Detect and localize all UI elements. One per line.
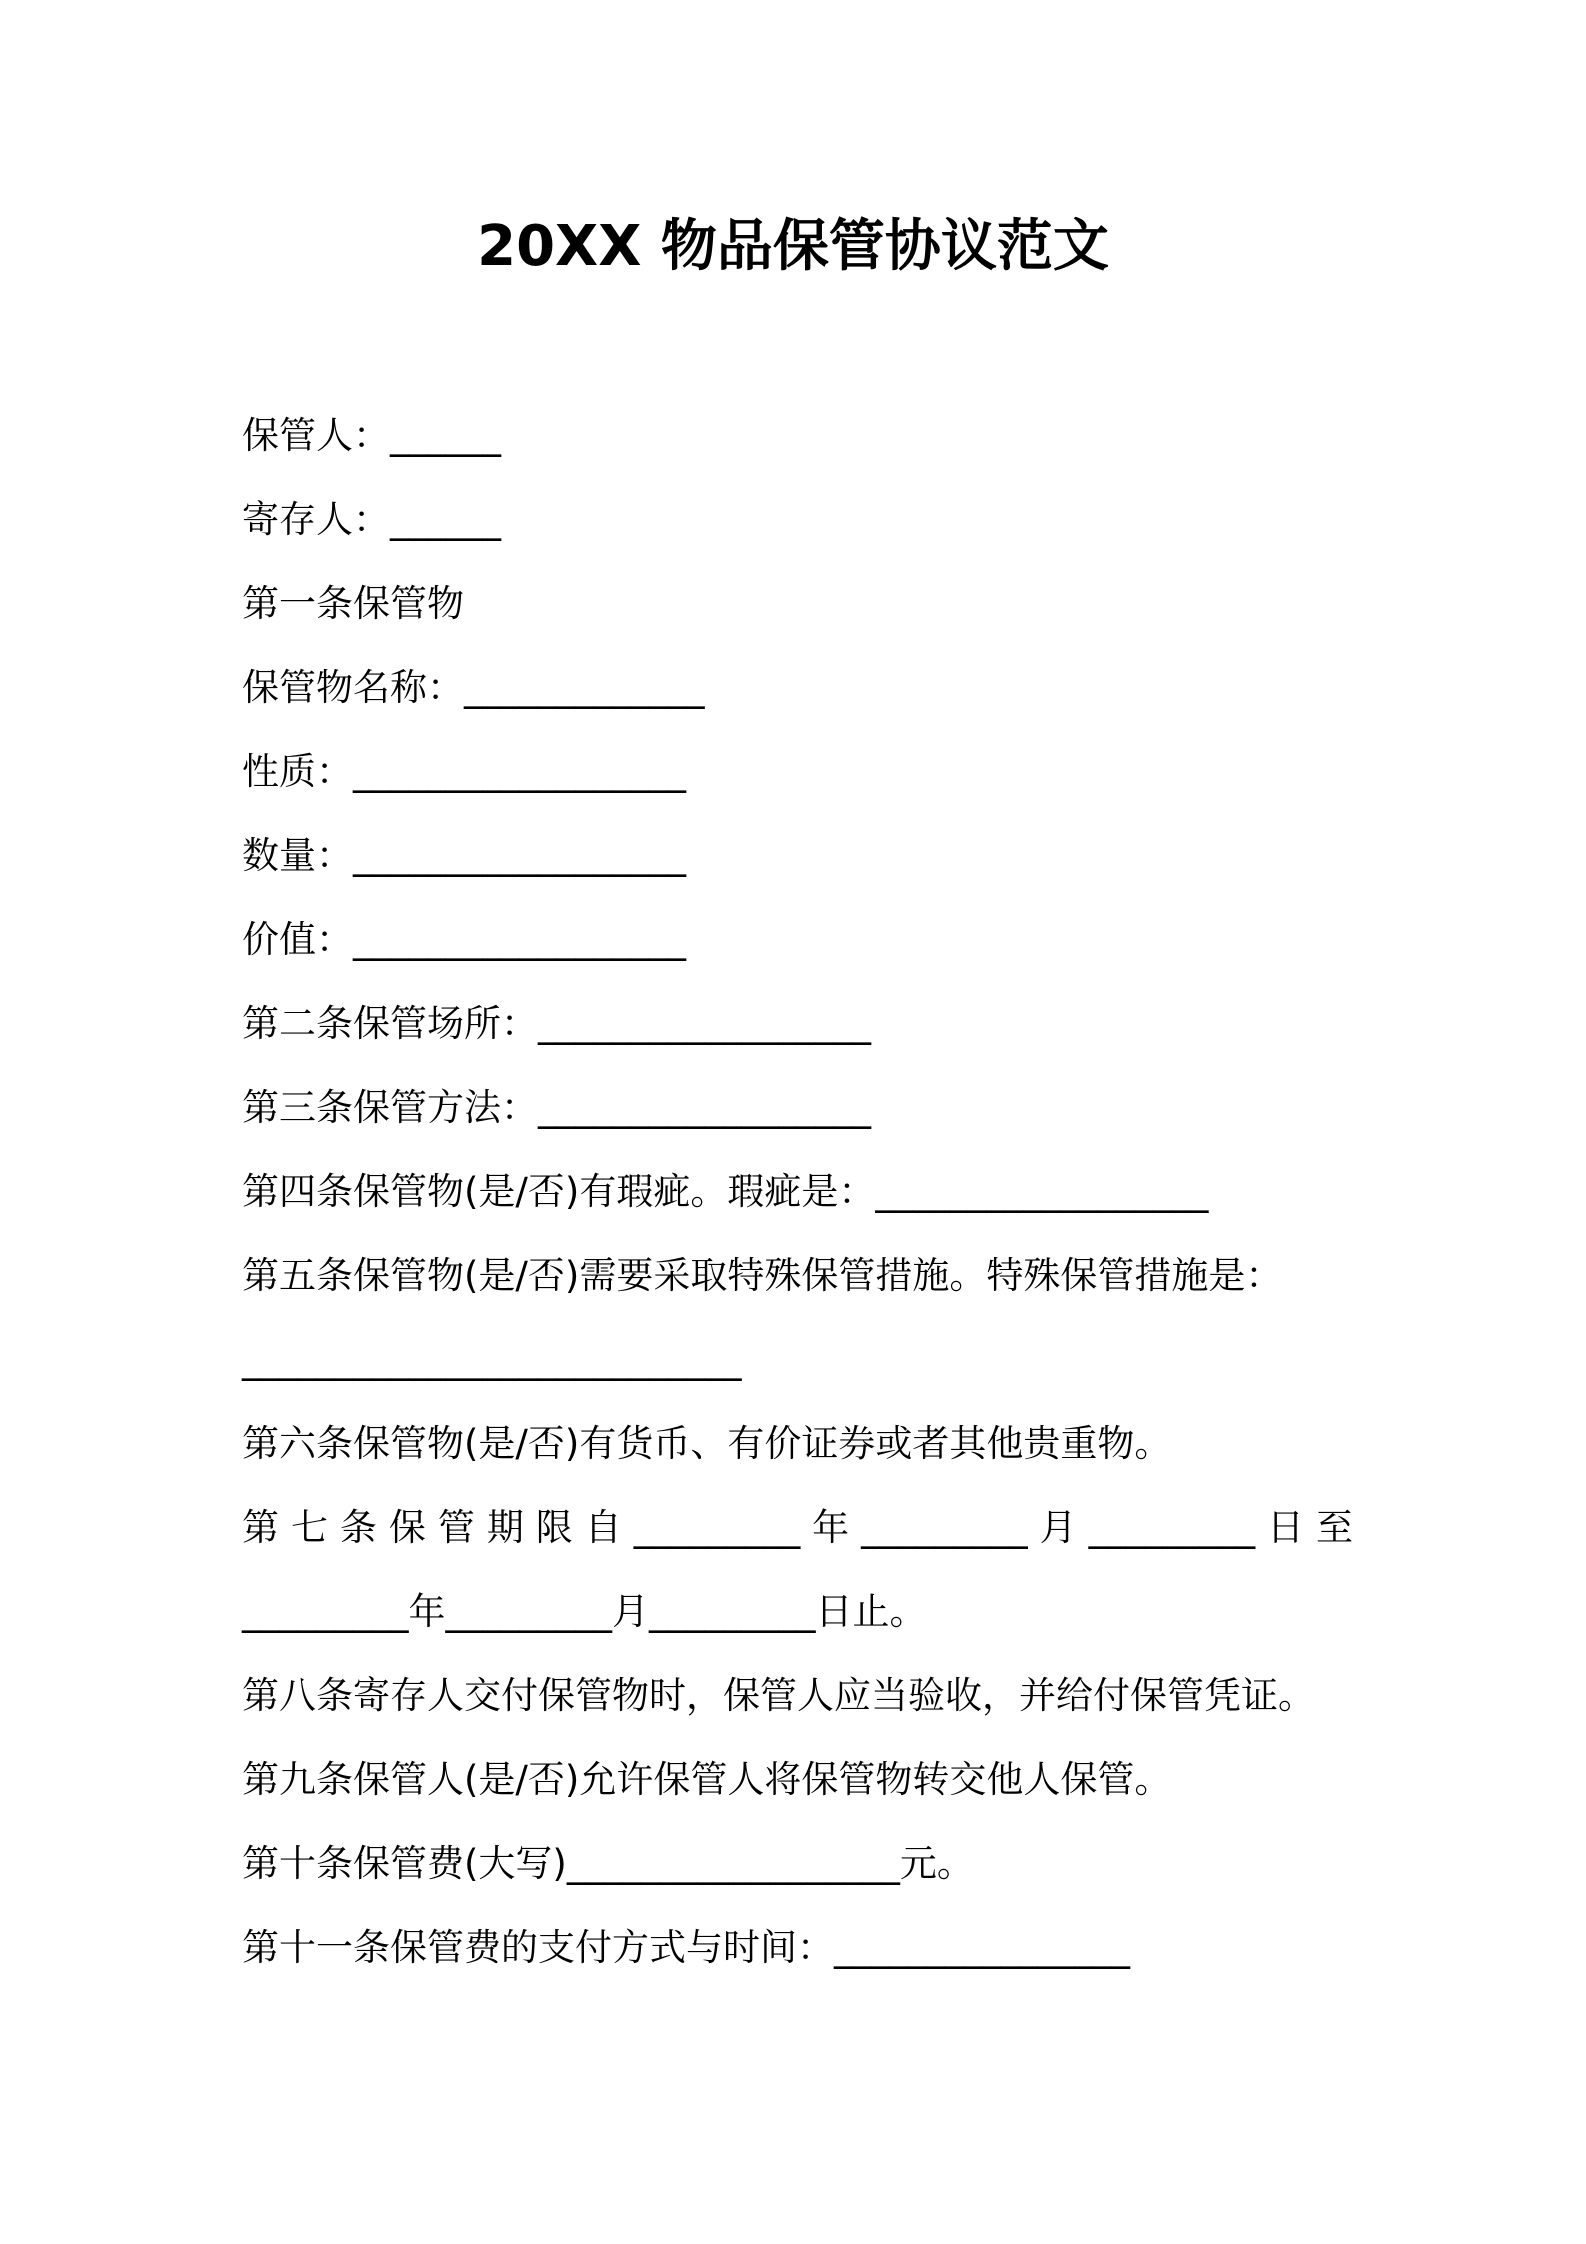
article-9-transfer: 第九条保管人(是/否)允许保管人将保管物转交他人保管。: [242, 1758, 1172, 1801]
custodian-field: 保管人：______: [242, 414, 501, 457]
article-4-defects: 第四条保管物(是/否)有瑕疵。瑕疵是：__________________: [242, 1170, 1209, 1213]
item-name-field: 保管物名称：_____________: [242, 666, 705, 709]
article-8-acceptance: 第八条寄存人交付保管物时，保管人应当验收，并给付保管凭证。: [242, 1674, 1315, 1717]
agreement-body: [242, 394, 1353, 1990]
article-2-storage-place: 第二条保管场所：__________________: [242, 1002, 871, 1045]
article-10-fee: 第十条保管费(大写)__________________元。: [242, 1842, 974, 1885]
depositor-field: 寄存人：______: [242, 498, 501, 541]
quantity-field: 数量：__________________: [242, 834, 686, 877]
article-1-heading: 第一条保管物: [242, 582, 464, 625]
article-3-storage-method: 第三条保管方法：__________________: [242, 1086, 871, 1129]
nature-field: 性质：__________________: [242, 750, 686, 793]
document-title: 20XX 物品保管协议范文: [477, 214, 1109, 279]
article-6-valuables: 第六条保管物(是/否)有货币、有价证券或者其他贵重物。: [242, 1422, 1172, 1465]
article-5-special-measures: 第五条保管物(是/否)需要采取特殊保管措施。特殊保管措施是：: [242, 1254, 1283, 1297]
article-7-term-line-1: 第七条保管期限自_________年_________月_________日至: [242, 1506, 1353, 1549]
article-5-blank: ___________________________: [242, 1338, 742, 1381]
article-7-term-line-2: _________年_________月_________日止。: [242, 1590, 927, 1633]
article-11-payment: 第十一条保管费的支付方式与时间：________________: [242, 1926, 1130, 1969]
value-field: 价值：__________________: [242, 918, 686, 961]
